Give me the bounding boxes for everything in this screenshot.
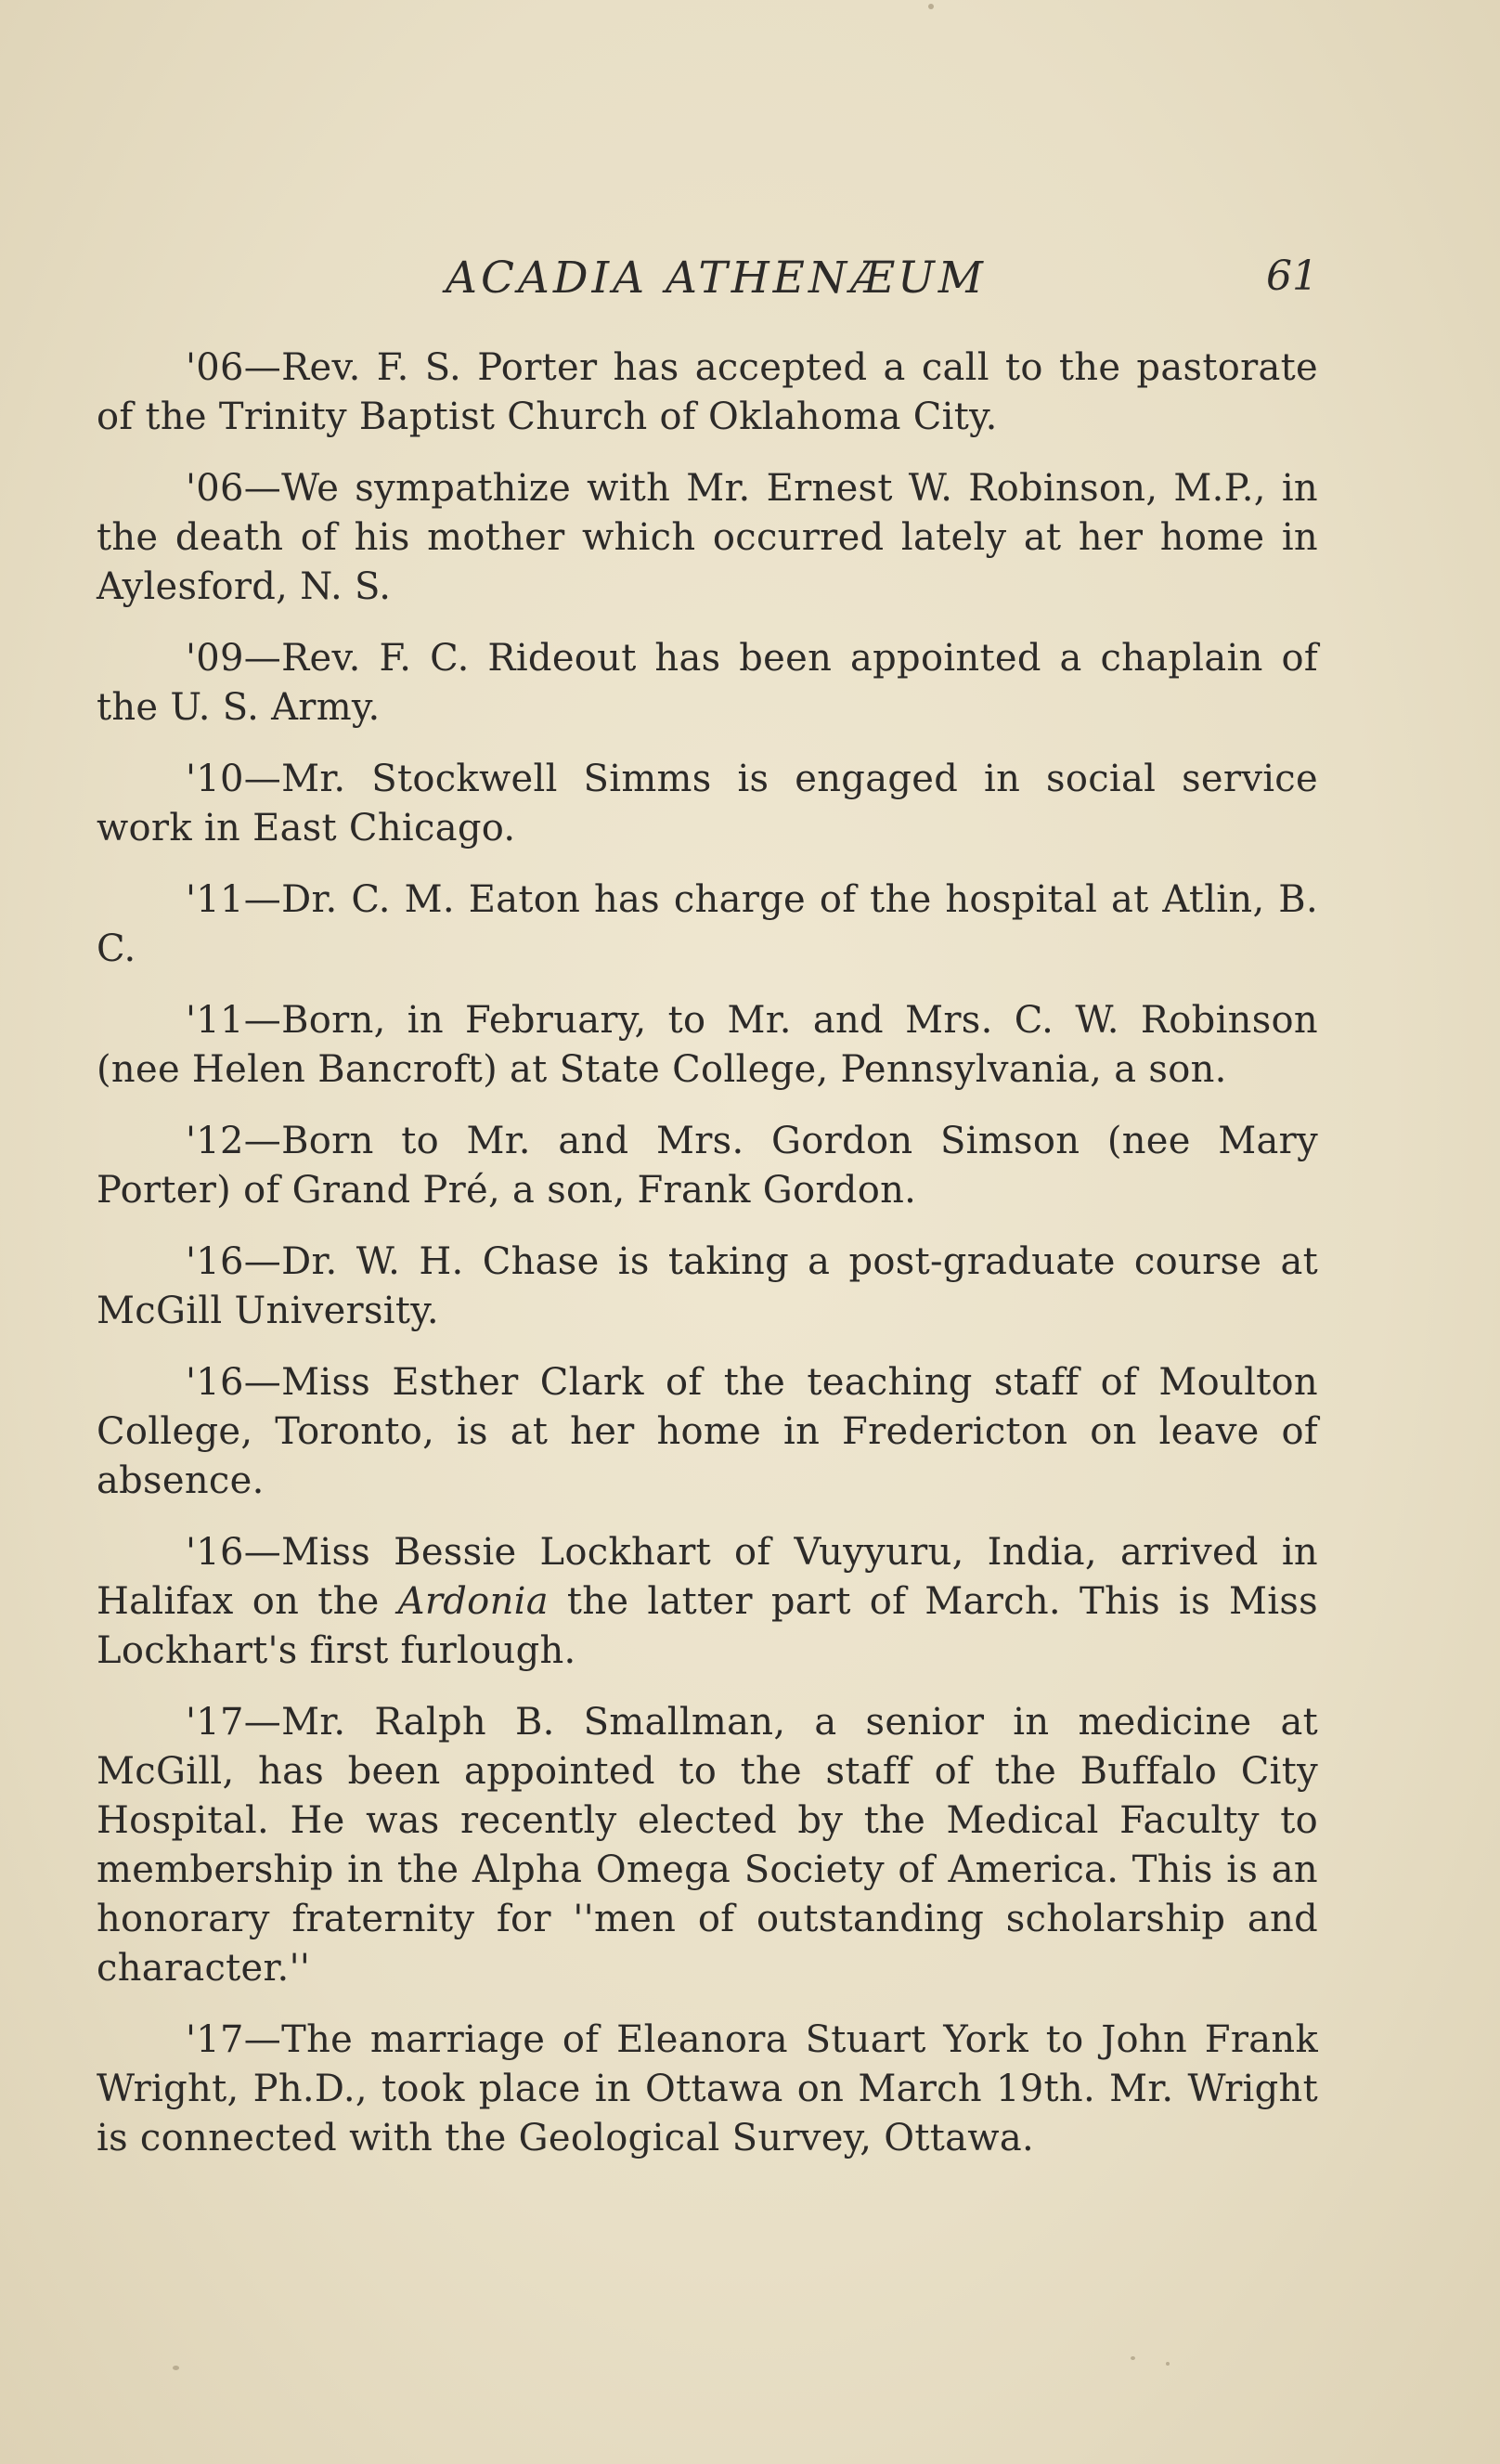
class-year: '16— [186,1531,282,1574]
alumni-note [97,1238,1318,1336]
class-year: '11— [186,878,282,921]
paper-speck [928,4,934,9]
note-text: Born to Mr. and Mrs. Gordon Simson (nee Mary Porter) of Grand Pré, a son, Frank Gordon. [97,1120,1318,1212]
note-text: Miss Bessie Lockhart of Vuyyuru, India, arrived in Halifax on the [97,1531,1318,1623]
paper-speck [1131,2356,1135,2360]
class-year: '17— [186,1701,282,1744]
note-text: We sympathize with Mr. Ernest W. Robinson, M.P., in the death of his mother which occurred lately at her home in Aylesford, N. S. [97,467,1318,608]
alumni-note [97,996,1318,1095]
note-text: Mr. Ralph B. Smallman, a senior in medicine at McGill, has been appointed to the staff of the Buffalo City Hospital. He was recently elected by the Medical Faculty to membership in the Alpha Omega Society of America. This is an honorary fraternity for ''men of outstanding scholarship and character.'' [97,1701,1318,1990]
note-text: The marriage of Eleanora Stuart York to John Frank Wright, Ph.D., took place in Ottawa on March 19th. Mr. Wright is connected with the Geological Survey, Ottawa. [97,2018,1318,2159]
class-year: '06— [186,467,282,510]
ship-name: Ardonia [397,1580,549,1623]
page-number: 61 [1266,253,1318,300]
alumni-note [97,464,1318,612]
alumni-note [97,344,1318,442]
class-year: '12— [186,1120,282,1162]
class-year: '16— [186,1240,282,1283]
class-year: '10— [186,758,282,800]
note-text: Dr. W. H. Chase is taking a post-graduate course at McGill University. [97,1240,1318,1332]
class-year: '16— [186,1361,282,1404]
alumni-note [97,2016,1318,2163]
class-year: '11— [186,999,282,1042]
paper-speck [173,2366,179,2370]
paper-speck [1166,2362,1170,2366]
class-year: '09— [186,637,282,680]
note-text: Born, in February, to Mr. and Mrs. C. W. Robinson (nee Helen Bancroft) at State College, Pennsylvania, a son. [97,999,1318,1091]
alumni-note [97,1117,1318,1215]
page-header [97,253,1318,308]
note-text: Miss Esther Clark of the teaching staff of Moulton College, Toronto, is at her home in Fredericton on leave of absence. [97,1361,1318,1502]
alumni-note [97,1698,1318,1993]
alumni-note [97,875,1318,974]
alumni-note [97,1358,1318,1506]
note-text: Mr. Stockwell Simms is engaged in social service work in East Chicago. [97,758,1318,849]
alumni-note [97,755,1318,853]
note-text: the latter part of March. This is Miss Lockhart's first furlough. [97,1580,1318,1672]
note-text: Rev. F. C. Rideout has been appointed a chaplain of the U. S. Army. [97,637,1318,729]
running-title: ACADIA ATHENÆUM [446,253,987,304]
class-year: '06— [186,346,282,389]
note-text: Dr. C. M. Eaton has charge of the hospital at Atlin, B. C. [97,878,1318,970]
note-text: Rev. F. S. Porter has accepted a call to the pastorate of the Trinity Baptist Church of Oklahoma City. [97,346,1318,438]
alumni-note [97,1528,1318,1676]
alumni-notes [97,344,1318,2185]
class-year: '17— [186,2018,282,2061]
alumni-note [97,634,1318,733]
